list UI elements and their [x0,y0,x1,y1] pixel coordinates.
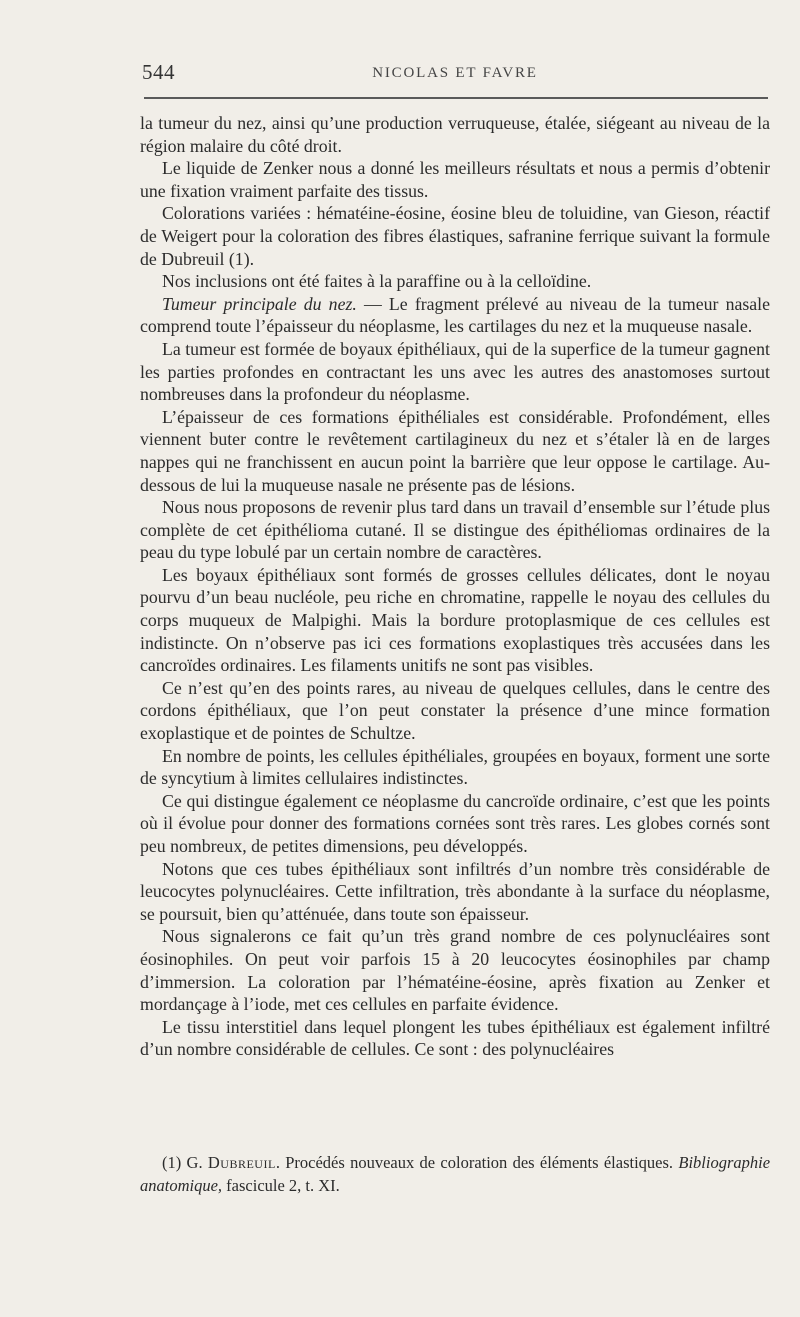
paragraph: Le tissu interstitiel dans lequel plongent les tubes épithéliaux est également infiltré d’un nombre considérable de cellules. Ce sont : des polynucléaires [140,1016,770,1060]
paragraph: Nos inclusions ont été faites à la paraffine ou à la celloïdine. [162,271,592,292]
page-number: 544 [142,60,175,84]
paragraph: Notons que ces tubes épithéliaux sont infiltrés d’un nombre très considérable de leucocytes polynucléaires. Cette infiltration, très abondante à la surface du néoplasme, se poursuit, bien qu’atténuée, dans toute son épaisseur. [140,858,770,924]
paragraph: Ce n’est qu’en des points rares, au niveau de quelques cellules, dans le centre des cordons épithéliaux, que l’on peut constater la présence d’une mince formation exoplastique et de pointes de Schultze. [140,677,770,744]
paragraph: L’épaisseur de ces formations épithéliales est considérable. Profondément, elles viennent buter contre le revêtement cartilagineux du nez et s’étaler là en de larges nappes qui ne franchissent en aucun point la barrière que leur oppose le cartilage. Au-dessous de lui la muqueuse nasale ne présente pas de lésions. [140,406,770,495]
footnote-title: . Procédés nouveaux de coloration des éléments élastiques. [275,1153,674,1172]
paragraph: Colorations variées : hématéine-éosine, éosine bleu de toluidine, van Gieson, réactif de Weigert pour la coloration des fibres élastiques, safranine ferrique suivant la formule de Dubreuil (1). [140,203,770,269]
page-header [140,60,770,88]
paragraph: Ce qui distingue également ce néoplasme du cancroïde ordinaire, c’est que les points où il évolue pour donner des formations cornées sont très rares. Les globes cornés sont peu nombreux, de petites dimensions, peu développés. [140,790,770,856]
footnote-author: Dubreuil [207,1153,276,1172]
section-text: — Le fragment prélevé au niveau de la tumeur nasale comprend toute l’épaisseur du néoplasme, les cartilages du nez et la muqueuse nasale. [140,293,770,337]
footnote-journal: Bibliographie anatomique, [140,1153,771,1195]
section-title: Tumeur principale du nez. [162,293,357,314]
paragraph: En nombre de points, les cellules épithéliales, groupées en boyaux, forment une sorte de syncytium à limites cellulaires indistinctes. [140,745,770,789]
paragraph: Nous nous proposons de revenir plus tard dans un travail d’ensemble sur l’étude plus complète de cet épithélioma cutané. Il se distingue des épithéliomas ordinaires de la peau du type lobulé par un certain nombre de caractères. [140,497,770,563]
body-text [140,112,770,1061]
paragraph: Le liquide de Zenker nous a donné les meilleurs résultats et nous a permis d’obtenir une fixation vraiment parfaite des tissus. [140,158,770,201]
paragraph-section [140,293,770,338]
header-rule [144,97,768,99]
running-head: NICOLAS ET FAVRE [372,65,538,81]
paragraph: la tumeur du nez, ainsi qu’une production verruqueuse, étalée, siégeant au niveau de la région malaire du côté droit. [140,113,770,156]
footnote-text [140,1152,770,1197]
footnote-details: fascicule 2, t. XI. [222,1175,340,1195]
paragraph: Nous signalerons ce fait qu’un très grand nombre de ces polynucléaires sont éosinophiles. On peut voir parfois 15 à 20 leucocytes éosinophiles par champ d’immersion. La coloration par l’hématéine-éosine, après fixation au Zenker et mordançage à l’iode, met ces cellules en parfaite évidence. [140,926,770,1015]
paragraph: Les boyaux épithéliaux sont formés de grosses cellules délicates, dont le noyau pourvu d’un beau nucléole, peu riche en chromatine, rappelle le noyau des cellules du corps muqueux de Malpighi. Mais la bordure protoplasmique de ces cellules est indistincte. On n’observe pas ici ces formations exoplastiques très accusées dans les cancroïdes ordinaires. Les filaments unitifs ne sont pas visibles. [140,564,770,676]
paragraph: La tumeur est formée de boyaux épithéliaux, qui de la superfice de la tumeur gagnent les parties profondes en contractant les uns avec les autres des anastomoses surtout nombreuses dans la profondeur du néoplasme. [140,338,770,405]
footnote-marker: (1) G. [162,1153,208,1172]
footnote [140,1152,770,1197]
